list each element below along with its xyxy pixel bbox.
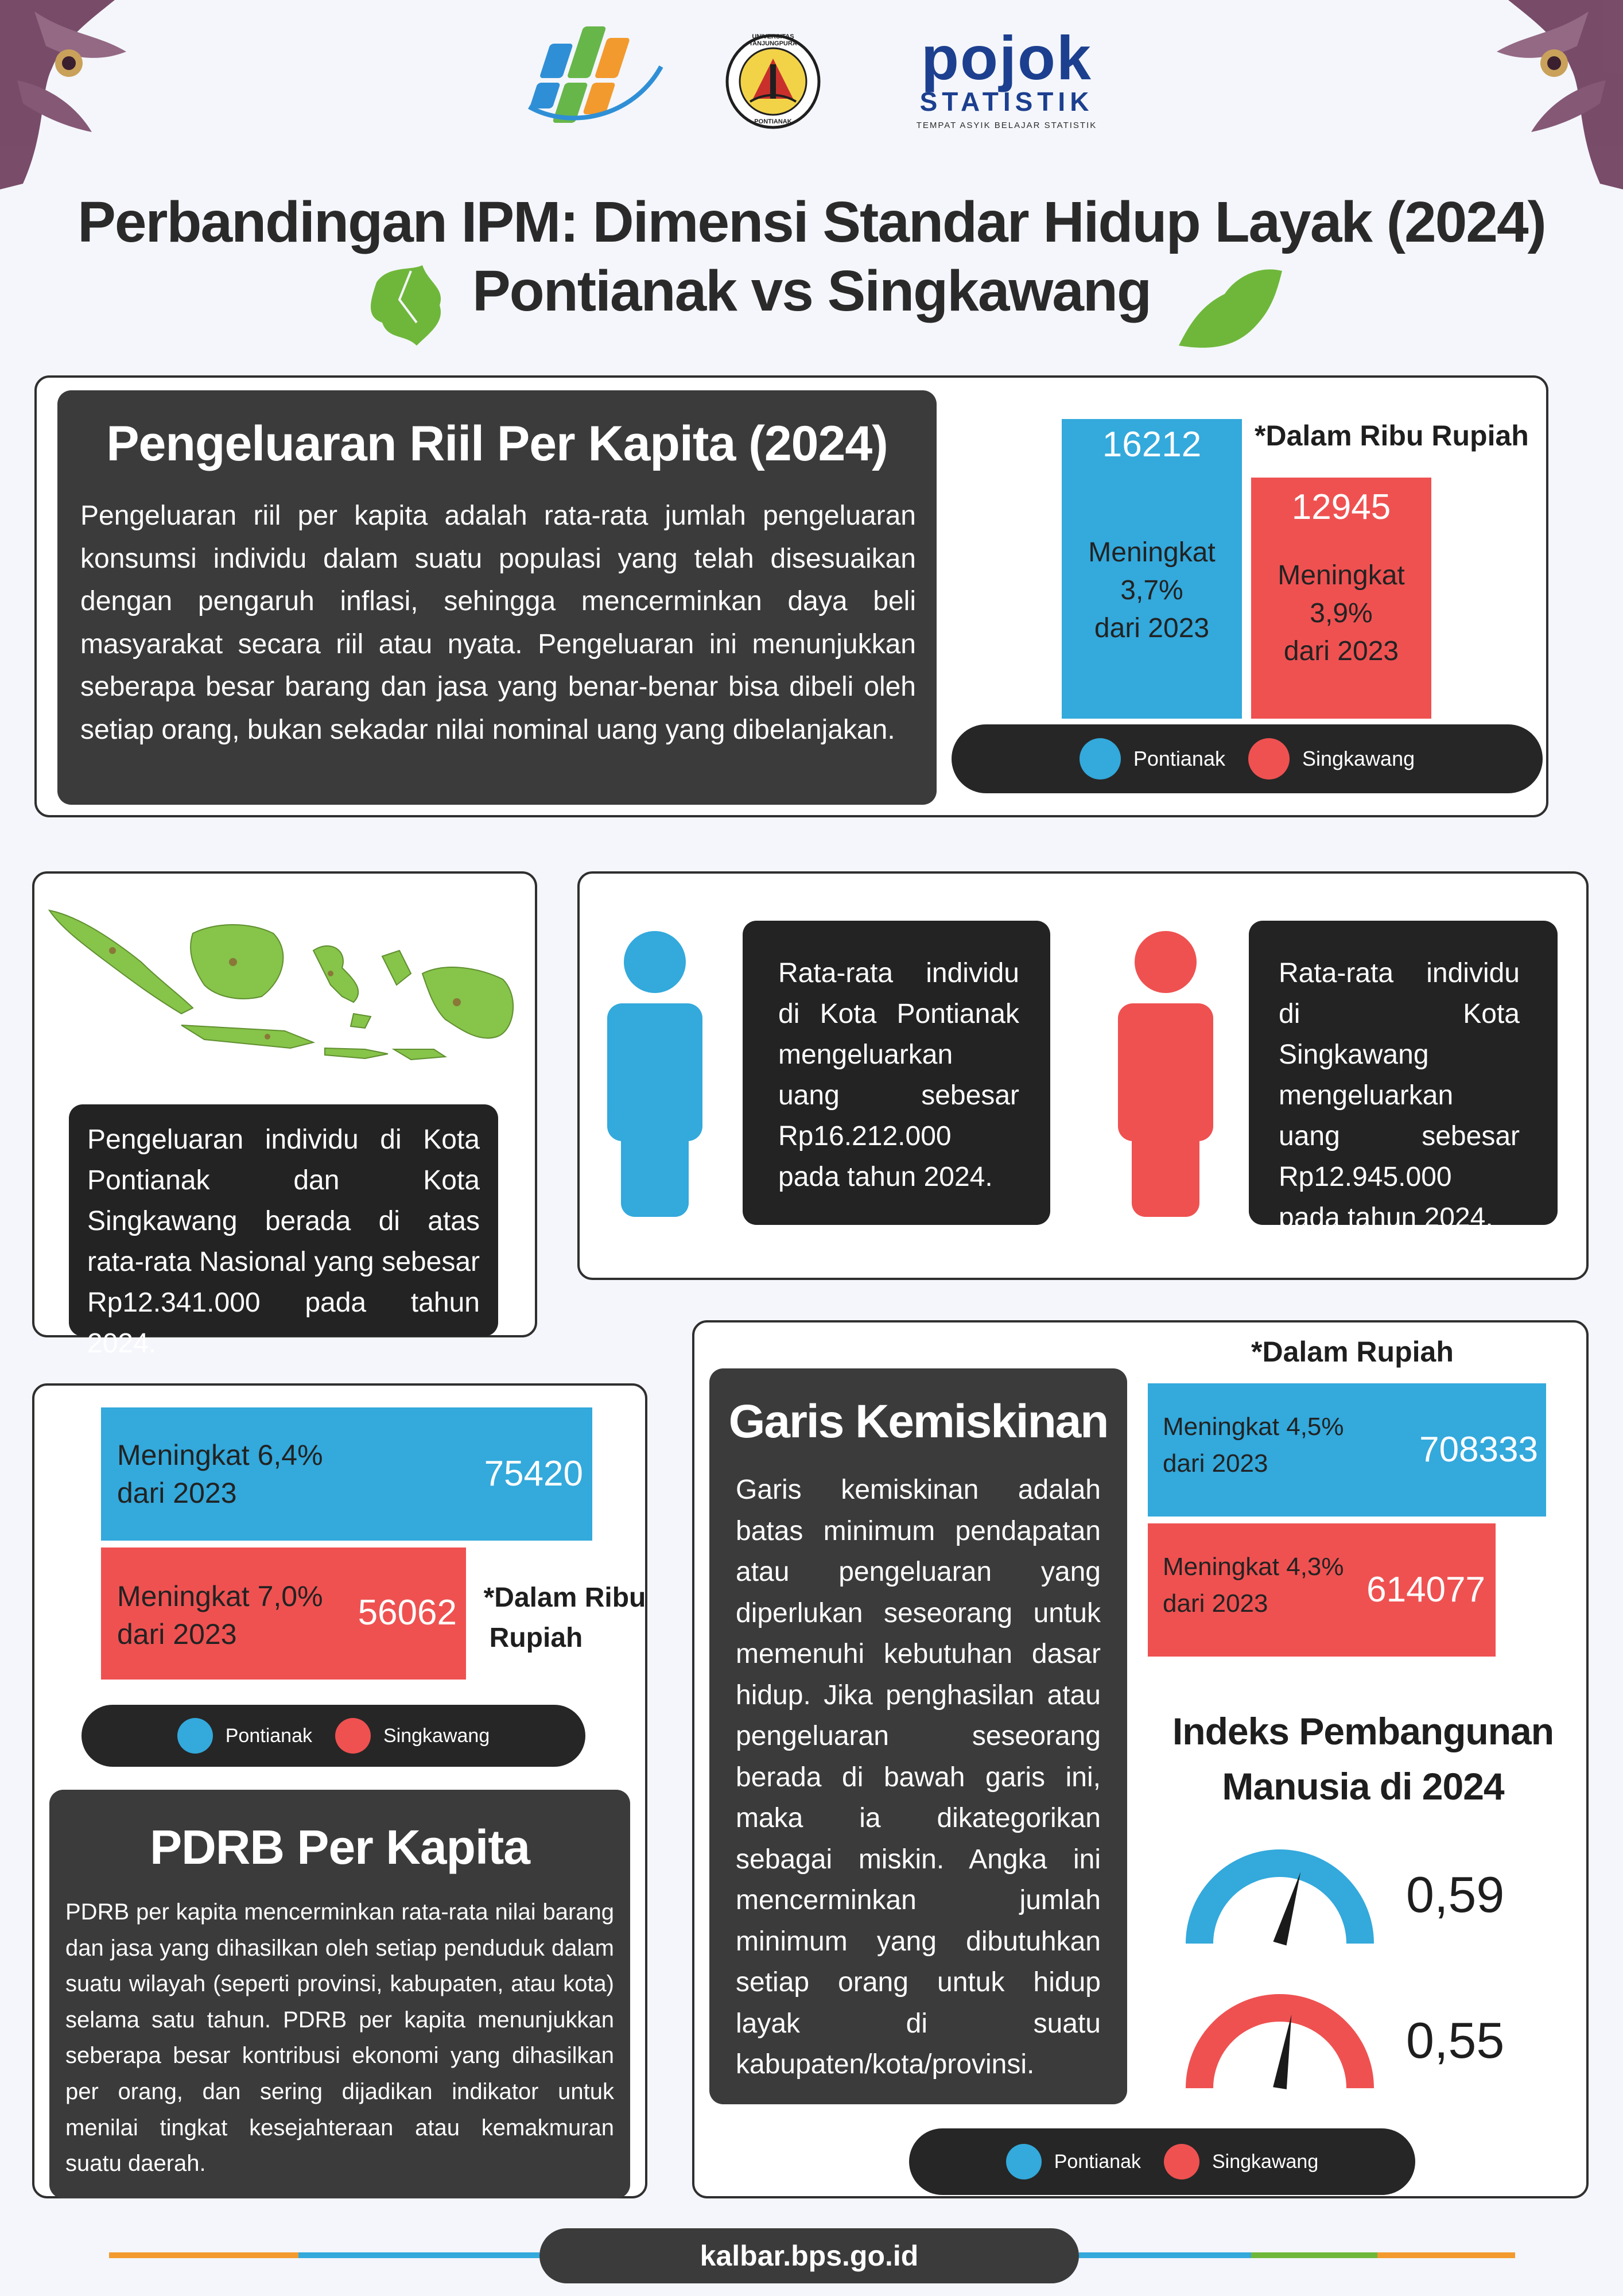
garis-singkawang-label1: Meningkat 4,3%: [1163, 1553, 1344, 1581]
legend-dot-blue: [177, 1718, 213, 1754]
pojok-logo: pojok: [921, 23, 1092, 92]
footer-line-blue-right: [1079, 2252, 1251, 2258]
page-title: Perbandingan IPM: Dimensi Standar Hidup Layak (2024): [77, 190, 1546, 254]
pdrb-pontianak-value: 75420: [484, 1454, 583, 1494]
pengeluaran-pontianak-line1: Meningkat: [1088, 537, 1216, 568]
garis-bar-singkawang: [1148, 1523, 1496, 1657]
individu-singkawang-box: [1249, 921, 1558, 1233]
garis-singkawang-label2: dari 2023: [1163, 1589, 1268, 1618]
pengeluaran-pontianak-value: 16212: [1102, 425, 1202, 464]
footer-url[interactable]: kalbar.bps.go.id: [539, 2228, 1079, 2283]
ipm-pontianak-value: 0,59: [1406, 1866, 1505, 1923]
individu-pontianak-text: Rata-rata individu di Kota Pontianak mengeluarkan uang sebesar Rp16.212.000 pada tahun 2024.: [778, 958, 1019, 1192]
pdrb-pontianak-label2: dari 2023: [117, 1477, 237, 1509]
nasional-info-box: [69, 1104, 498, 1359]
pdrb-bar-pontianak: [101, 1407, 592, 1541]
garis-title: Garis Kemiskinan: [728, 1395, 1108, 1448]
legend-label: Pontianak: [225, 1724, 312, 1747]
individu-singkawang-text: Rata-rata individu di Kota Singkawang mengeluarkan uang sebesar Rp12.945.000 pada tahun 2024.: [1279, 958, 1520, 1233]
pengeluaran-info-box: [57, 390, 937, 805]
garis-unit-note: *Dalam Rupiah: [1251, 1336, 1454, 1368]
gauge-needle: [1273, 2015, 1291, 2089]
pojok-tagline: TEMPAT ASYIK BELAJAR STATISTIK: [916, 121, 1097, 130]
untan-seal-top-text: UNIVERSITAS TANJUNGPURA: [749, 33, 797, 47]
pontianak-map-icon: [359, 259, 451, 351]
corner-ornament-left: [0, 0, 132, 189]
legend-dot-blue: [1006, 2144, 1042, 2179]
legend-label: Pontianak: [1054, 2150, 1141, 2173]
pdrb-unit-note-1: *Dalam Ribu: [483, 1583, 646, 1613]
page-subtitle: Pontianak vs Singkawang: [472, 259, 1151, 323]
pdrb-singkawang-label1: Meningkat 7,0%: [117, 1580, 323, 1612]
garis-bar-pontianak: [1148, 1383, 1546, 1517]
pdrb-singkawang-value: 56062: [358, 1593, 457, 1632]
pdrb-bar-singkawang: [101, 1548, 466, 1680]
legend-dot-red: [335, 1718, 371, 1754]
pengeluaran-singkawang-value: 12945: [1291, 487, 1391, 527]
pdrb-singkawang-label2: dari 2023: [117, 1618, 237, 1650]
ipm-gauge-singkawang: [1182, 1979, 1377, 2105]
legend-dot-blue: [1080, 738, 1121, 779]
ipm-gauge-pontianak: [1182, 1835, 1377, 1961]
pdrb-title: PDRB Per Kapita: [150, 1820, 530, 1874]
pengeluaran-bar-pontianak: [1062, 419, 1242, 719]
untan-seal-bottom-text: PONTIANAK: [754, 118, 792, 125]
pengeluaran-bar-singkawang: [1251, 478, 1431, 719]
person-icon-singkawang: [1111, 930, 1220, 1217]
footer-line-orange-right: [1377, 2252, 1515, 2258]
gauge-needle: [1273, 1872, 1300, 1945]
legend-singkawang: [335, 1718, 490, 1754]
pdrb-legend: [81, 1705, 585, 1767]
corner-ornament-right: [1491, 0, 1623, 189]
singkawang-map-icon: [1167, 259, 1288, 357]
legend-label: Singkawang: [1212, 2150, 1319, 2173]
pdrb-info-box: [49, 1790, 630, 2198]
pengeluaran-unit-note: *Dalam Ribu Rupiah: [1255, 420, 1529, 452]
pengeluaran-singkawang-line2: 3,9%: [1310, 598, 1373, 629]
garis-pontianak-value: 708333: [1419, 1430, 1538, 1469]
legend-pontianak: [177, 1718, 312, 1754]
legend-pontianak: [1080, 738, 1225, 779]
garis-pontianak-label2: dari 2023: [1163, 1449, 1268, 1477]
pengeluaran-singkawang-line3: dari 2023: [1283, 636, 1399, 666]
nasional-text: Pengeluaran individu di Kota Pontianak dan Kota Singkawang berada di atas rata-rata Nasional yang sebesar Rp12.341.000 pada tahun 2024.: [87, 1124, 480, 1359]
pengeluaran-pontianak-line3: dari 2023: [1094, 613, 1210, 643]
bps-logo: [523, 21, 667, 130]
ipm-singkawang-value: 0,55: [1406, 2012, 1505, 2069]
garis-desc: Garis kemiskinan adalah batas minimum pendapatan atau pengeluaran yang diperlukan seseorang untuk memenuhi kebutuhan dasar hidup. Jika penghasilan atau pengeluaran seseorang berada di bawah garis ini, maka ia dikategorikan sebagai miskin. Angka ini mencerminkan jumlah minimum yang dibutuhkan setiap orang untuk hidup layak di suatu kabupaten/kota/provinsi.: [736, 1475, 1101, 2080]
pdrb-pontianak-label1: Meningkat 6,4%: [117, 1439, 323, 1471]
legend-label: Singkawang: [1302, 747, 1415, 770]
legend-label: Singkawang: [383, 1724, 490, 1747]
legend-dot-red: [1248, 738, 1290, 779]
garis-pontianak-label1: Meningkat 4,5%: [1163, 1413, 1344, 1441]
pengeluaran-title: Pengeluaran Riil Per Kapita (2024): [106, 416, 888, 471]
garis-singkawang-value: 614077: [1366, 1570, 1485, 1609]
legend-pontianak: [1006, 2144, 1141, 2179]
footer-line-green: [1251, 2252, 1377, 2258]
garis-legend: [909, 2128, 1415, 2195]
statistik-logo: STATISTIK: [919, 87, 1094, 117]
pengeluaran-desc: Pengeluaran riil per kapita adalah rata-rata jumlah pengeluaran konsumsi individu dalam suatu populasi yang telah disesuaikan dengan pengaruh inflasi, sehingga mencerminkan daya beli masyarakat secara riil atau nyata. Pengeluaran ini menunjukkan seberapa besar barang dan jasa yang benar-benar bisa dibeli oleh setiap orang, bukan sekadar nilai nominal uang yang dibelanjakan.: [80, 501, 916, 745]
indonesia-map: [44, 899, 526, 1071]
ipm-title-line2: Manusia di 2024: [1222, 1765, 1504, 1808]
ipm-title-line1: Indeks Pembangunan: [1172, 1710, 1554, 1752]
footer-line-orange: [109, 2252, 298, 2258]
legend-singkawang: [1164, 2144, 1318, 2179]
legend-dot-red: [1164, 2144, 1199, 2179]
pengeluaran-pontianak-line2: 3,7%: [1120, 575, 1183, 606]
legend-singkawang: [1248, 738, 1415, 779]
pengeluaran-singkawang-line1: Meningkat: [1278, 560, 1405, 591]
legend-label: Pontianak: [1133, 747, 1225, 770]
pdrb-unit-note-2: Rupiah: [489, 1623, 583, 1653]
person-icon-pontianak: [600, 930, 709, 1217]
individu-pontianak-box: [743, 921, 1050, 1225]
footer-line-blue: [298, 2252, 539, 2258]
garis-info-box: [709, 1368, 1127, 2104]
pdrb-desc: PDRB per kapita mencerminkan rata-rata nilai barang dan jasa yang dihasilkan oleh setiap penduduk dalam suatu wilayah (seperti provinsi, kabupaten, atau kota) selama satu tahun. PDRB per kapita menunjukkan seberapa besar kontribusi ekonomi yang dihasilkan per orang, dan sering dijadikan indikator untuk menilai tingkat kesejahteraan atau kemakmuran suatu daerah.: [65, 1899, 614, 2177]
pengeluaran-legend: [952, 724, 1543, 793]
